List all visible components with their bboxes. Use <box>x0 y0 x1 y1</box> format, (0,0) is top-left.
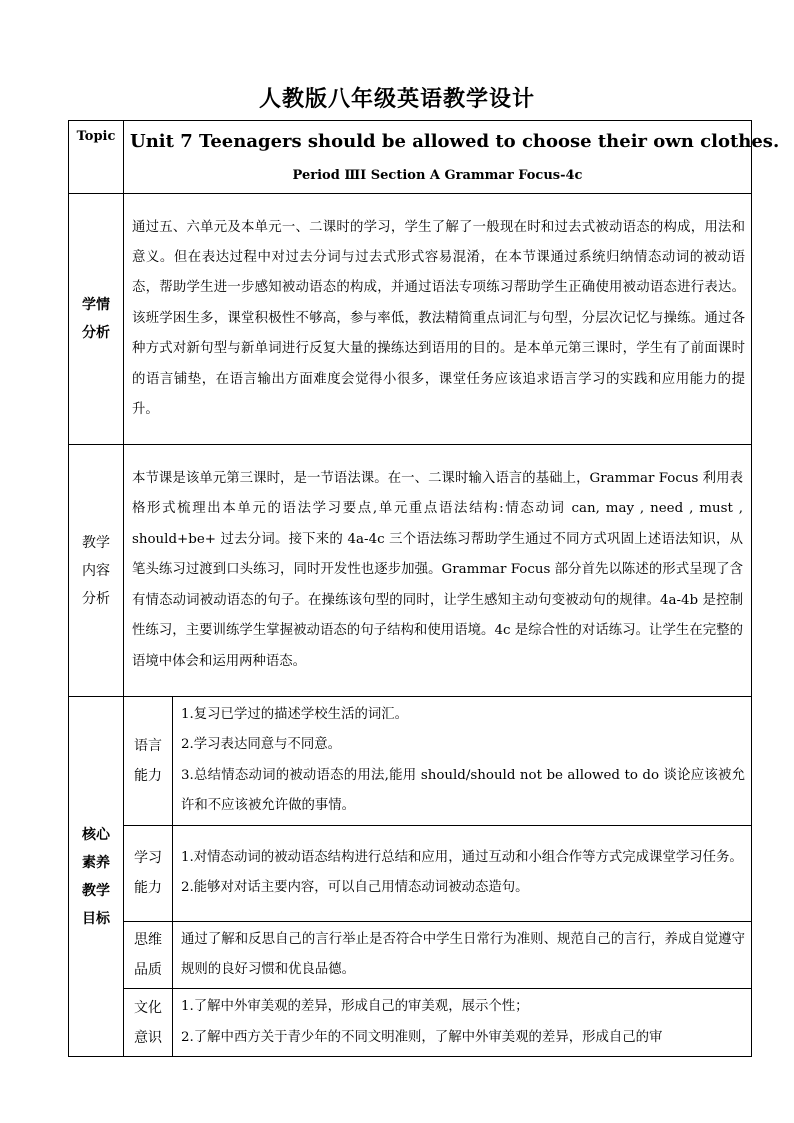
label-line: 内容 <box>82 562 110 579</box>
label-line: 分析 <box>82 325 110 341</box>
list-item: 3.总结情态动词的被动语态的用法,能用 should/should not be allowed to do 谈论应该被允许和不应该被允许做的事情。 <box>181 767 745 814</box>
lesson-plan-table <box>68 120 780 1057</box>
learner-analysis-text: 通过五、六单元及本单元一、二课时的学习，学生了解了一般现在时和过去式被动语态的构成，用法和意义。但在表达过程中对过去分词与过去式形式容易混淆，在本节课通过系统归纳情态动词的被动语态，帮助学生进一步感知被动语态的构成，并通过语法专项练习帮助学生正确使用被动语态进行表达。该班学困生多，课堂积极性不够高，参与率低，教法精简重点词汇与句型，分层次记忆与操练。通过各种方式对新句型与新单词进行反复大量的操练达到语用的目的。是本单元第三课时，学生有了前面课时的语言铺垫，在语言输出方面难度会觉得小很多，课堂任务应该追求语言学习的实践和应用能力的提升。 <box>124 194 752 445</box>
list-item: 1.复习已学过的描述学校生活的词汇。 <box>181 707 409 722</box>
label-line: 素养 <box>82 854 110 871</box>
language-ability-label <box>124 697 173 826</box>
learner-analysis-label <box>69 194 124 445</box>
thinking-quality-text <box>173 921 752 989</box>
label-line: 思维 <box>134 932 162 949</box>
language-ability-items <box>173 697 752 826</box>
label-line: 分析 <box>82 590 110 607</box>
culture-awareness-row <box>69 989 752 1057</box>
label-line: 品质 <box>134 962 162 979</box>
label-line: 学情 <box>82 297 110 313</box>
label-line: 文化 <box>134 999 162 1016</box>
thinking-quality-label <box>124 921 173 989</box>
language-ability-row <box>69 697 752 826</box>
label-line: 核心 <box>82 826 110 843</box>
list-item: 通过了解和反思自己的言行举止是否符合中学生日常行为准则、规范自己的言行，养成自觉遵守规则的良好习惯和优良品德。 <box>181 931 745 978</box>
unit-title: Unit 7 Teenagers should be allowed to choose their own clothes. <box>130 131 780 152</box>
content-analysis-text: 本节课是该单元第三课时，是一节语法课。在一、二课时输入语言的基础上，Grammar Focus 利用表格形式梳理出本单元的语法学习要点,单元重点语法结构:情态动词 can, may , need , must , should+be+ 过去分词。接下来的 4a-4c 三个语法练习帮助学生通过不同方式巩固上述语法知识，从笔头练习过渡到口头练习，同时开发性也逐步加强。Grammar Focus 部分首先以陈述的形式呈现了含有情态动词被动语态的句子。在操练该句型的同时，让学生感知主动句变被动句的规律。4a-4b 是控制性练习，主要训练学生掌握被动语态的句子结构和使用语境。4c 是综合性的对话练习。让学生在完整的语境中体会和运用两种语态。 <box>124 445 752 697</box>
topic-cell <box>124 121 780 194</box>
content-analysis-label <box>69 445 124 697</box>
learner-analysis-row <box>69 194 752 445</box>
label-line: 教学 <box>82 534 110 551</box>
document-title: 人教版八年级英语教学设计 <box>258 87 535 112</box>
thinking-quality-row <box>69 921 752 989</box>
period-subtitle: Period ⅢⅠ Section A Grammar Focus-4c <box>292 168 583 183</box>
list-item: 1.了解中外审美观的差异，形成自己的审美观，展示个性； <box>181 999 529 1015</box>
culture-awareness-items <box>173 989 752 1057</box>
learning-ability-items <box>173 825 752 921</box>
label-line: 学习 <box>134 850 162 867</box>
topic-label: Topic <box>69 121 124 194</box>
topic-row <box>69 121 752 194</box>
label-line: 能力 <box>134 767 162 784</box>
label-line: 目标 <box>82 910 110 927</box>
label-line: 教学 <box>82 882 110 899</box>
content-analysis-row <box>69 445 752 697</box>
list-item: 2.学习表达同意与不同意。 <box>181 737 342 753</box>
label-line: 语言 <box>134 737 162 754</box>
learning-ability-label <box>124 825 173 921</box>
core-goals-label <box>69 697 124 1057</box>
list-item: 2.能够对对话主要内容，可以自己用情态动词被动态造句。 <box>181 880 529 896</box>
learning-ability-row <box>69 825 752 921</box>
label-line: 意识 <box>134 1029 162 1046</box>
list-item: 1.对情态动词的被动语态结构进行总结和应用，通过互动和小组合作等方式完成课堂学习任务。 <box>181 849 743 865</box>
culture-awareness-label <box>124 989 173 1057</box>
label-line: 能力 <box>134 880 162 897</box>
list-item: 2.了解中西方关于青少年的不同文明准则，了解中外审美观的差异，形成自己的审 <box>181 1029 663 1045</box>
